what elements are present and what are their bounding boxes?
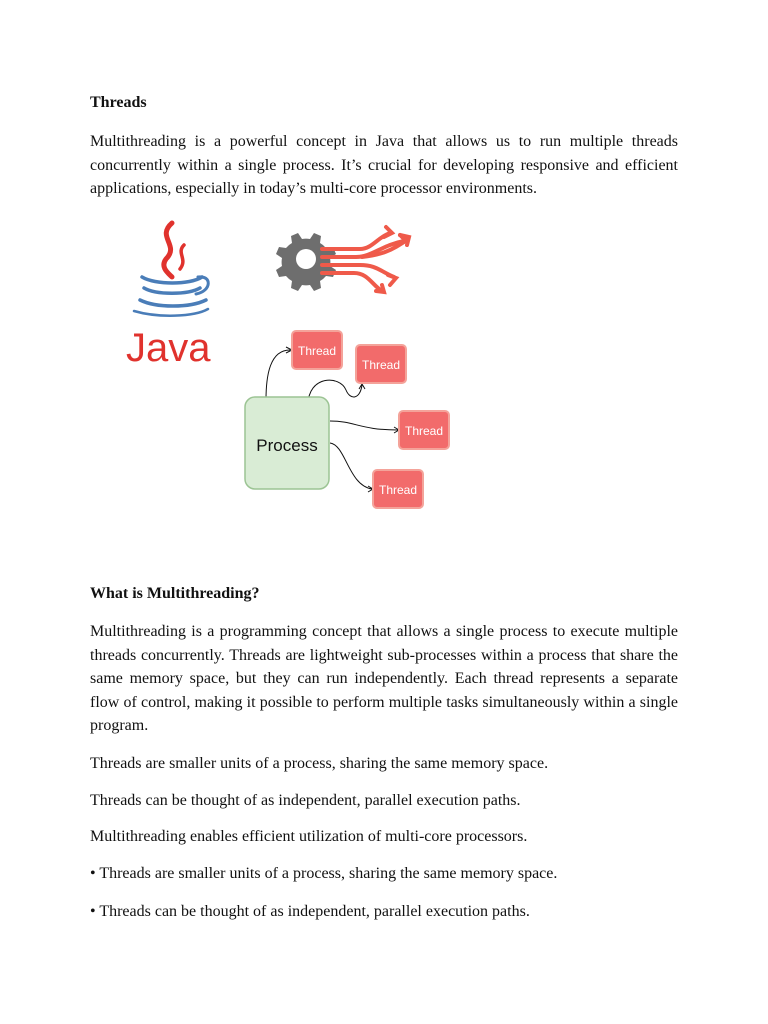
java-wordmark: Java bbox=[126, 326, 211, 370]
arrow-to-thread-1 bbox=[266, 350, 290, 400]
arrow-to-thread-4 bbox=[330, 443, 372, 489]
thread-label-2: Thread bbox=[361, 358, 401, 372]
thread-label-4: Thread bbox=[378, 483, 418, 497]
java-logo bbox=[126, 223, 211, 370]
gear-arrows-icon bbox=[276, 227, 409, 292]
heading-threads: Threads bbox=[90, 94, 147, 111]
bullet-item-1: • Threads are smaller units of a process, sharing the same memory space. bbox=[90, 865, 558, 882]
thread-label-1: Thread bbox=[297, 344, 337, 358]
bullet-item-2: • Threads can be thought of as independent, parallel execution paths. bbox=[90, 903, 530, 920]
thread-label-3: Thread bbox=[404, 424, 444, 438]
definition-paragraph: Multithreading is a programming concept that allows a single process to execute multiple threads concurrently. Threads are lightweight sub-processes within a process that share the same memory space, but they can run independently. Each thread represents a separate flow of control, making it possible to perform multiple tasks simultaneously within a single program. bbox=[90, 623, 678, 734]
process-label: Process bbox=[256, 436, 318, 455]
java-cup-icon bbox=[134, 277, 208, 316]
arrow-to-thread-3 bbox=[330, 421, 398, 430]
statement-line-1: Threads are smaller units of a process, sharing the same memory space. bbox=[90, 755, 549, 772]
process-thread-diagram bbox=[245, 331, 449, 508]
gear-icon bbox=[276, 233, 336, 291]
statement-line-2: Threads can be thought of as independent, parallel execution paths. bbox=[90, 792, 521, 809]
intro-paragraph: Multithreading is a powerful concept in Java that allows us to run multiple threads concurrently within a single process. It’s crucial for developing responsive and efficient applications, especially in today’s multi-core processor environments. bbox=[90, 133, 678, 197]
flow-arrows-icon bbox=[322, 227, 406, 292]
threads-figure bbox=[110, 215, 450, 515]
statement-line-3: Multithreading enables efficient utilization of multi-core processors. bbox=[90, 828, 528, 845]
java-steam-icon bbox=[164, 223, 184, 277]
heading-what-is-multithreading: What is Multithreading? bbox=[90, 585, 260, 602]
